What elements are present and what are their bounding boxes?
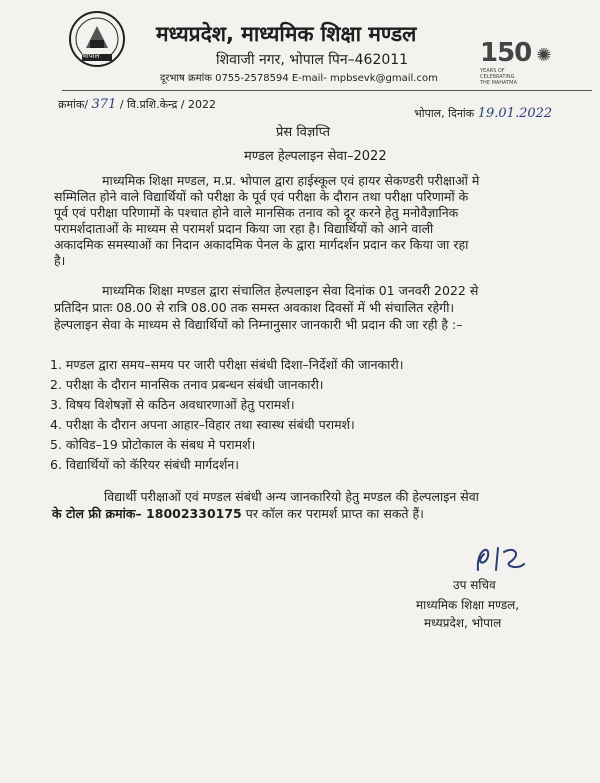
- paragraph-line: परामर्शदाताओं के माध्यम से परामर्श प्रदान किया जा रहा है। विद्यार्थियों को आने वाली: [54, 221, 434, 236]
- subject-title: मण्डल हेल्पलाइन सेवा–2022: [244, 149, 387, 164]
- reference-date: [414, 106, 552, 121]
- board-contact: दूरभाष क्रमांक 0755-2578594 E-mail- mpbsevk@gmail.com: [160, 73, 438, 84]
- jubilee-logo: [480, 38, 551, 86]
- paragraph-line: अकादमिक समस्याओं का निदान अकादमिक पेनल के द्वारा मार्गदर्शन प्रदान कर किया जा रहा: [54, 237, 469, 252]
- list-item: 3. विषय विशेषज्ञों से कठिन अवधारणाओं हेतु परामर्श।: [50, 397, 295, 412]
- paragraph-line: सम्मिलित होने वाले विद्यार्थियों को परीक्षा के पूर्व एवं परीक्षा के दौरान तथा परीक्षा परिणामों के: [54, 189, 469, 204]
- date-label: भोपाल, दिनांक: [414, 107, 475, 120]
- paragraph-line: माध्यमिक शिक्षा मण्डल, म.प्र. भोपाल द्वारा हाईस्कूल एवं हायर सेकण्डरी परीक्षाओं मे: [102, 173, 480, 188]
- closing-line-2-suffix: पर कॉल कर परामर्श प्राप्त का सकते हैं।: [245, 506, 424, 521]
- toll-free-number: के टोल फ्री क्रमांक– 18002330175: [52, 506, 242, 521]
- paragraph-line: माध्यमिक शिक्षा मण्डल द्वारा संचालित हेल्पलाइन सेवा दिनांक 01 जनवरी 2022 से: [102, 283, 479, 298]
- signatory-place: मध्यप्रदेश, भोपाल: [424, 616, 502, 630]
- reference-value: 371: [91, 97, 117, 112]
- board-name: मध्यप्रदेश, माध्यमिक शिक्षा मण्डल: [156, 22, 417, 46]
- list-item: 4. परीक्षा के दौरान अपना आहार–विहार तथा स्वास्थ संबंधी परामर्श।: [50, 417, 355, 432]
- charkha-icon: ✺: [536, 45, 552, 66]
- signatory-designation: उप सचिव: [453, 578, 496, 592]
- closing-line-2: [52, 505, 424, 522]
- paragraph-line: है।: [54, 253, 66, 268]
- jubilee-caption: YEARS OF CELEBRATING THE MAHATMA: [480, 68, 517, 86]
- seal-caption: भोपाल: [82, 52, 100, 60]
- date-value: 19.01.2022: [477, 106, 553, 121]
- paragraph-line: पूर्व एवं परीक्षा परिणामों के पश्चात होने वाले मानसिक तनाव को दूर करने हेतु मनोवैज्ञानिक: [54, 205, 459, 220]
- closing-line-1: विद्यार्थी परीक्षाओं एवं मण्डल संबंधी अन्य जानकारियो हेतु मण्डल की हेल्पलाइन सेवा: [104, 489, 479, 504]
- header-divider: [62, 90, 592, 91]
- reference-label: क्रमांक/: [58, 98, 89, 111]
- reference-office: / वि.प्रशि.केन्द्र / 2022: [119, 98, 216, 111]
- reference-number: [58, 97, 216, 112]
- list-item: 5. कोविड–19 प्रोटोकाल के संबध मे परामर्श।: [50, 437, 256, 452]
- handwritten-signature: [470, 540, 530, 576]
- list-item: 2. परीक्षा के दौरान मानसिक तनाव प्रबन्धन संबंधी जानकारी।: [50, 377, 324, 392]
- press-release-title: प्रेस विज्ञप्ति: [276, 125, 331, 140]
- list-item: 6. विद्यार्थियों को कॅरियर संबंधी मार्गदर्शन।: [50, 457, 240, 472]
- list-item: 1. मण्डल द्वारा समय–समय पर जारी परीक्षा संबंधी दिशा–निर्देशों की जानकारी।: [50, 357, 404, 372]
- jubilee-number: 150: [480, 38, 532, 68]
- signatory-office: माध्यमिक शिक्षा मण्डल,: [416, 598, 520, 612]
- paragraph-line: हेल्पलाइन सेवा के माध्यम से विद्यार्थियों को निम्नानुसार जानकारी भी प्रदान की जा रही है :–: [54, 317, 463, 332]
- paragraph-line: प्रतिदिन प्रातः 08.00 से रात्रि 08.00 तक समस्त अवकाश दिवसों में भी संचालित रहेगी।: [54, 300, 455, 315]
- board-address: शिवाजी नगर, भोपाल पिन–462011: [216, 52, 409, 68]
